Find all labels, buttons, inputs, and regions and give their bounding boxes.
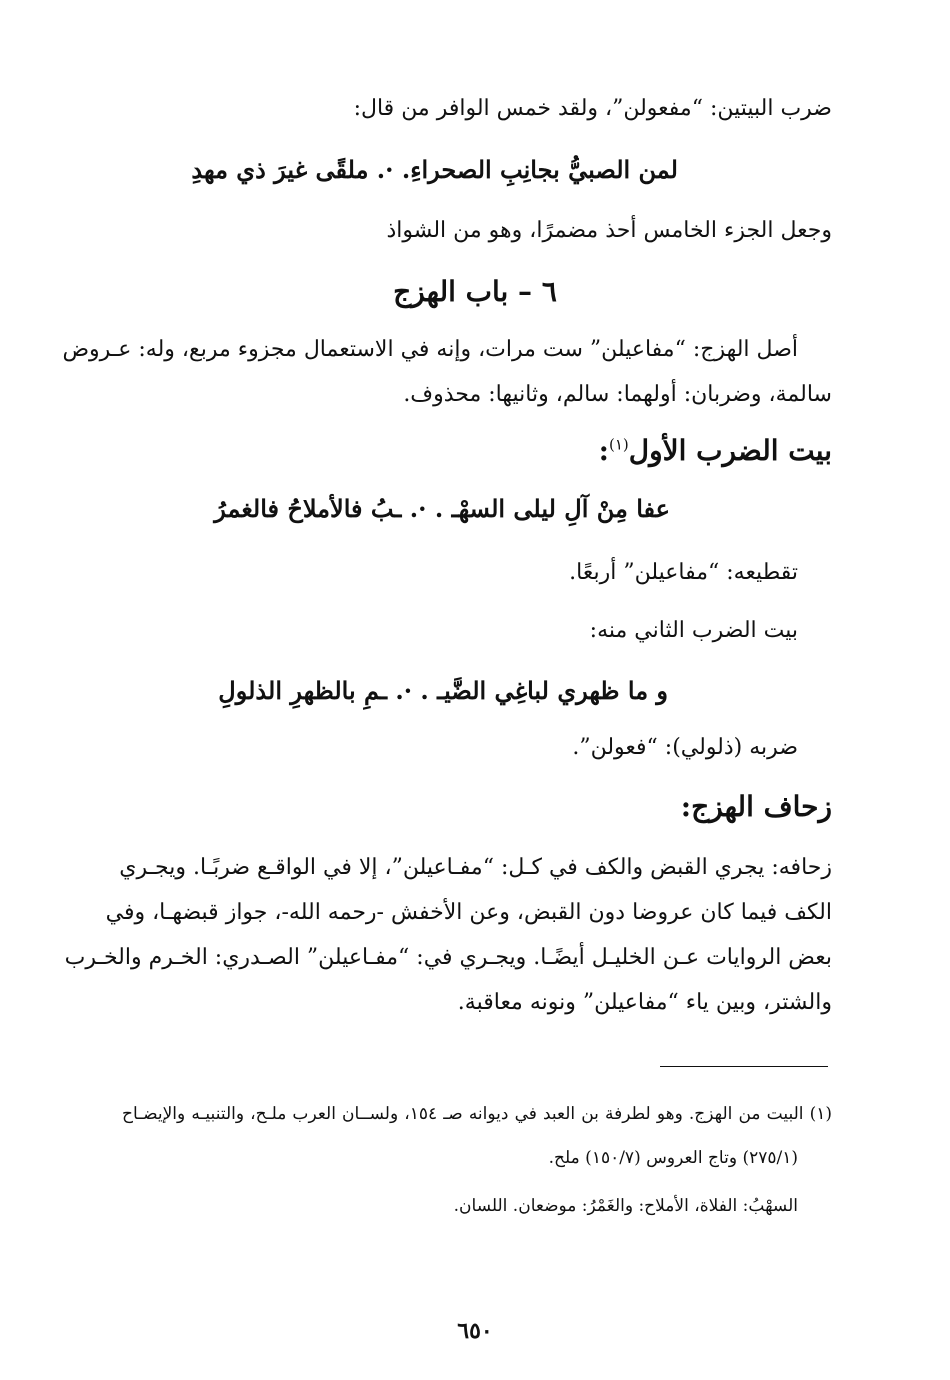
subheading-colon: : <box>598 434 609 467</box>
footnote-marker[interactable]: (١) <box>608 435 629 454</box>
paragraph-line: والشتر، وبين ياء “مفاعيلن” ونونه معاقبة. <box>457 990 832 1015</box>
subheading-text: بيت الضرب الأول <box>628 434 832 467</box>
paragraph-line: بعض الروايات عـن الخليـل أيضًـا. ويجـري في: “مفـاعيلن” الصـدري: الخـرم والخـرب <box>64 945 832 970</box>
paragraph-line: الكف فيما كان عروضا دون القبض، وعن الأخفش -رحمه الله-، جواز قبضهـا، وفي <box>105 900 832 925</box>
paragraph-line: زحافه: يجري القبض والكف في كـل: “مفـاعيلن”، إلا في الواقـع ضربًـا. ويجـري <box>119 855 832 880</box>
verse-line: عفا مِنْ آلِ ليلى السهْـ . ·. ـبُ فالأملاحُ فالغمرُ <box>214 494 670 523</box>
text-line: تقطيعه: “مفاعيلن” أربعًا. <box>569 560 798 585</box>
subheading-first-bayt <box>599 434 832 467</box>
text-line: ضربه (ذلولي): “فعولن”. <box>572 735 798 760</box>
verse-line: لمن الصبيُّ بجانِبِ الصحراءِ. ·. ملقًى غيرَ ذي مهدِ <box>191 155 678 184</box>
paragraph-line: سالمة، وضربان: أولهما: سالم، وثانيها: محذوف. <box>403 382 832 407</box>
text-line: ضرب البيتين: “مفعولن”، ولقد خمس الوافر من قال: <box>353 96 832 121</box>
section-title: ٦ – باب الهزج <box>393 275 557 308</box>
footnote-line: (١) البيت من الهزج. وهو لطرفة بن العبد في ديوانه صـ ١٥٤، ولســان العرب ملـح، والتنبيـه والإيضـاح <box>122 1104 833 1124</box>
page-number: ٦٥٠ <box>457 1318 493 1344</box>
verse-line: و ما ظهري لباغِي الضَّيـ . ·. ـمِ بالظهرِ الذلولِ <box>218 676 668 705</box>
text-line: بيت الضرب الثاني منه: <box>589 618 798 643</box>
footnote-separator <box>660 1066 828 1067</box>
footnote-line: السهْبُ: الفلاة، الأملاح: والغَمْرُ: موضعان. اللسان. <box>453 1196 798 1216</box>
paragraph-line: أصل الهزج: “مفاعيلن” ست مرات، وإنه في الاستعمال مجزوء مربع، وله: عـروض <box>62 337 798 362</box>
footnote-line: (٢٧٥/١) وتاج العروس (١٥٠/٧) ملح. <box>548 1148 798 1168</box>
subheading-zihaf: زحاف الهزج: <box>680 790 832 823</box>
text-line: وجعل الجزء الخامس أحذ مضمرًا، وهو من الشواذ <box>386 218 832 243</box>
